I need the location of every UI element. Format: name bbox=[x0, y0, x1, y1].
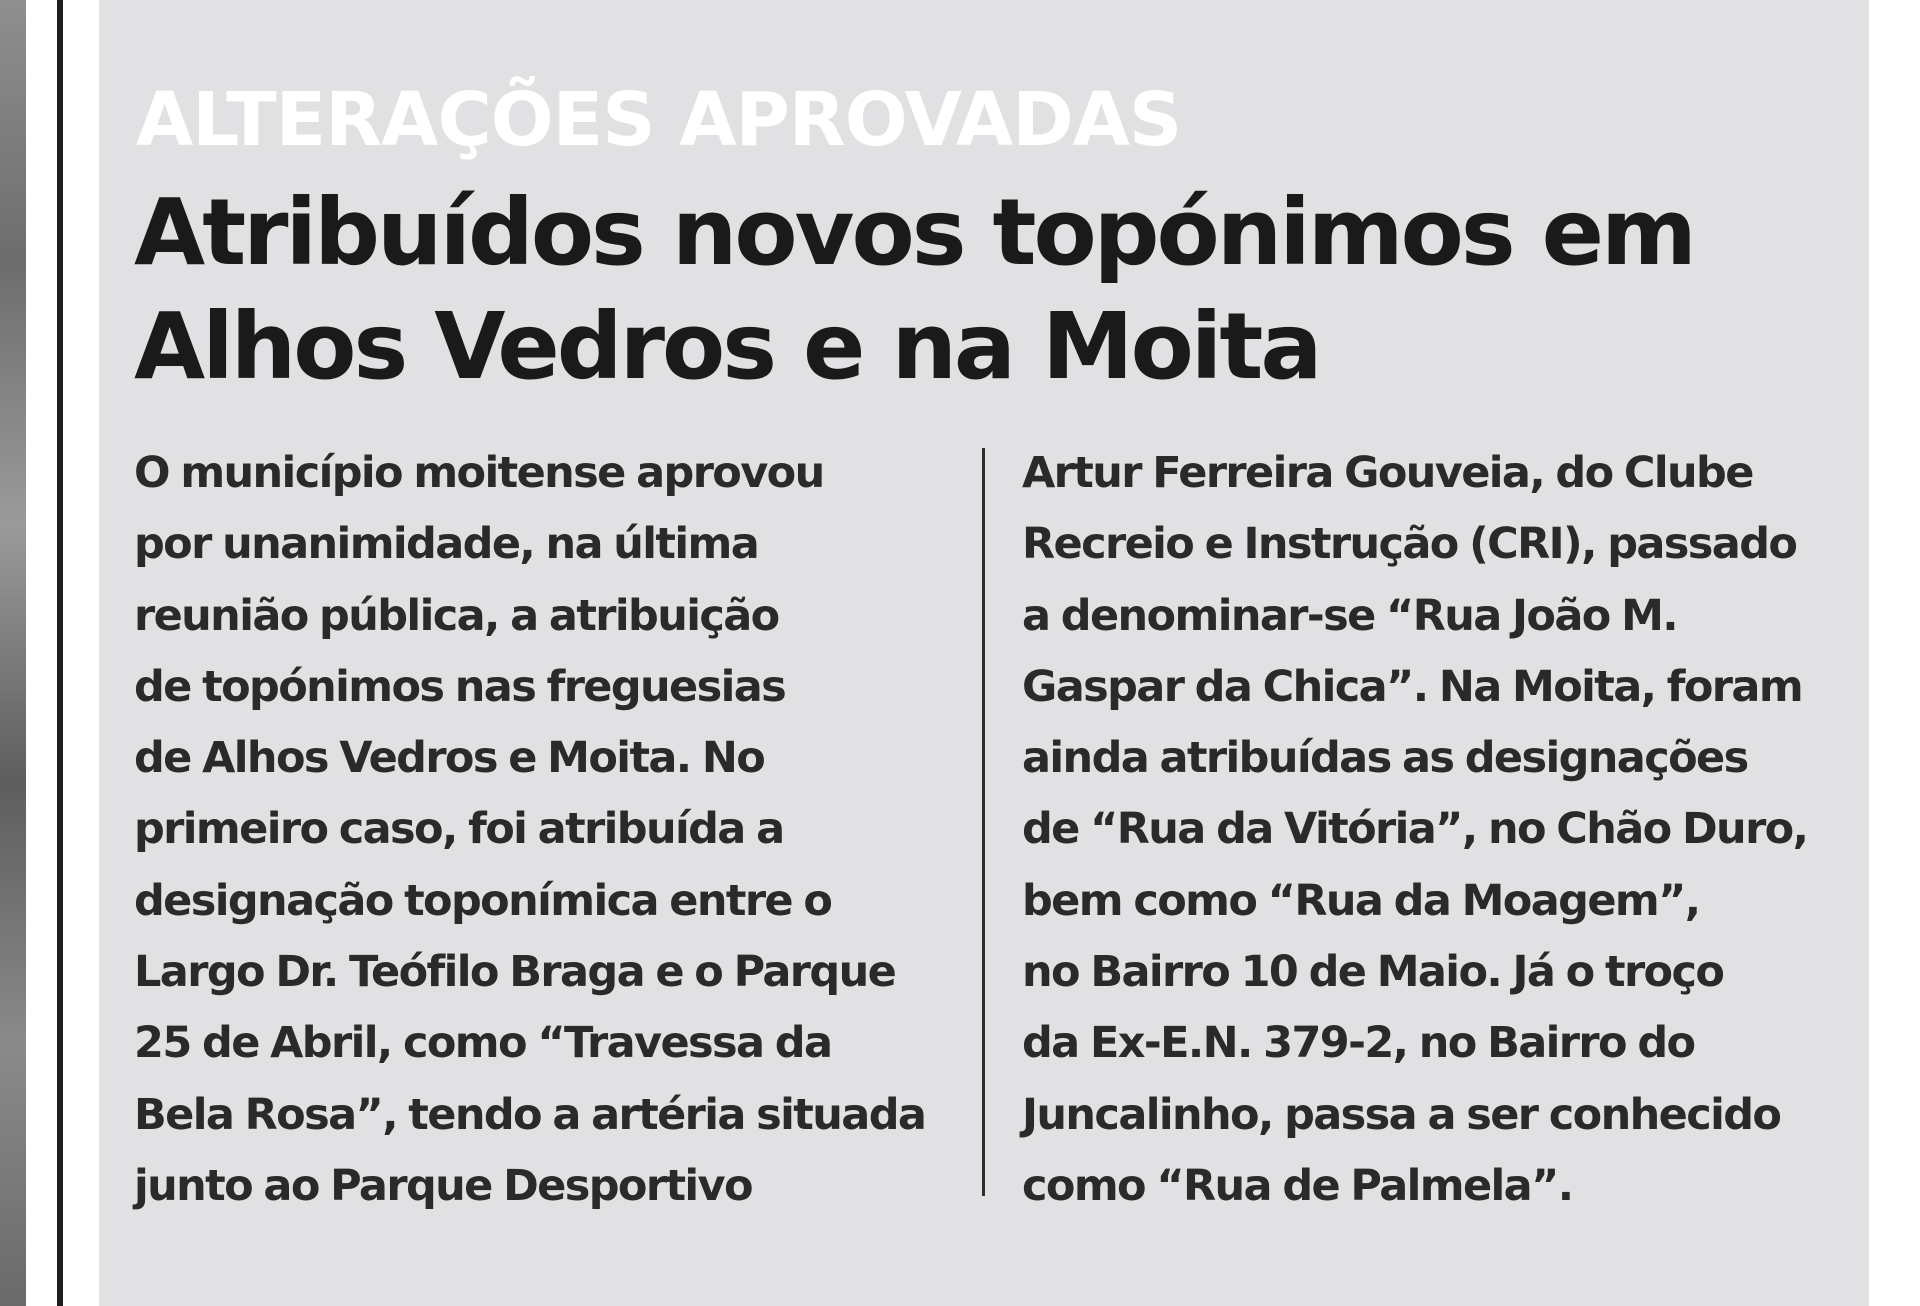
body-line: como “Rua de Palmela”. bbox=[1022, 1160, 1573, 1211]
body-line: por unanimidade, na última bbox=[134, 519, 759, 570]
body-column-right bbox=[1022, 438, 1862, 1222]
column-divider bbox=[982, 448, 985, 1196]
body-line: junto ao Parque Desportivo bbox=[134, 1160, 752, 1211]
body-line: de topónimos nas freguesias bbox=[134, 661, 786, 712]
body-line: Largo Dr. Teófilo Braga e o Parque bbox=[134, 947, 896, 998]
adjacent-photo-edge bbox=[0, 0, 26, 1306]
headline-line: Atribuídos novos topónimos em bbox=[134, 179, 1694, 286]
article-kicker: ALTERAÇÕES APROVADAS bbox=[136, 77, 1182, 163]
body-line: da Ex-E.N. 379-2, no Bairro do bbox=[1022, 1018, 1695, 1069]
body-line: ainda atribuídas as designações bbox=[1022, 733, 1748, 784]
headline-line: Alhos Vedros e na Moita bbox=[134, 293, 1320, 400]
body-line: designação toponímica entre o bbox=[134, 875, 832, 926]
body-line: Juncalinho, passa a ser conhecido bbox=[1022, 1089, 1781, 1140]
article-headline bbox=[134, 176, 1774, 404]
body-line: bem como “Rua da Moagem”, bbox=[1022, 875, 1700, 926]
body-line: Bela Rosa”, tendo a artéria situada bbox=[134, 1089, 926, 1140]
body-line: primeiro caso, foi atribuída a bbox=[134, 804, 784, 855]
body-line: Gaspar da Chica”. Na Moita, foram bbox=[1022, 661, 1803, 712]
column-separator-rule bbox=[57, 0, 63, 1306]
body-line: Artur Ferreira Gouveia, do Clube bbox=[1022, 448, 1753, 498]
body-line: O município moitense aprovou bbox=[134, 448, 824, 498]
body-line: 25 de Abril, como “Travessa da bbox=[134, 1018, 832, 1069]
body-line: Recreio e Instrução (CRI), passado bbox=[1022, 519, 1797, 570]
body-column-left bbox=[134, 438, 974, 1222]
body-line: a denominar-se “Rua João M. bbox=[1022, 590, 1678, 641]
body-line: reunião pública, a atribuição bbox=[134, 590, 779, 641]
body-line: no Bairro 10 de Maio. Já o troço bbox=[1022, 947, 1724, 998]
body-line: de “Rua da Vitória”, no Chão Duro, bbox=[1022, 804, 1808, 855]
body-line: de Alhos Vedros e Moita. No bbox=[134, 733, 765, 784]
